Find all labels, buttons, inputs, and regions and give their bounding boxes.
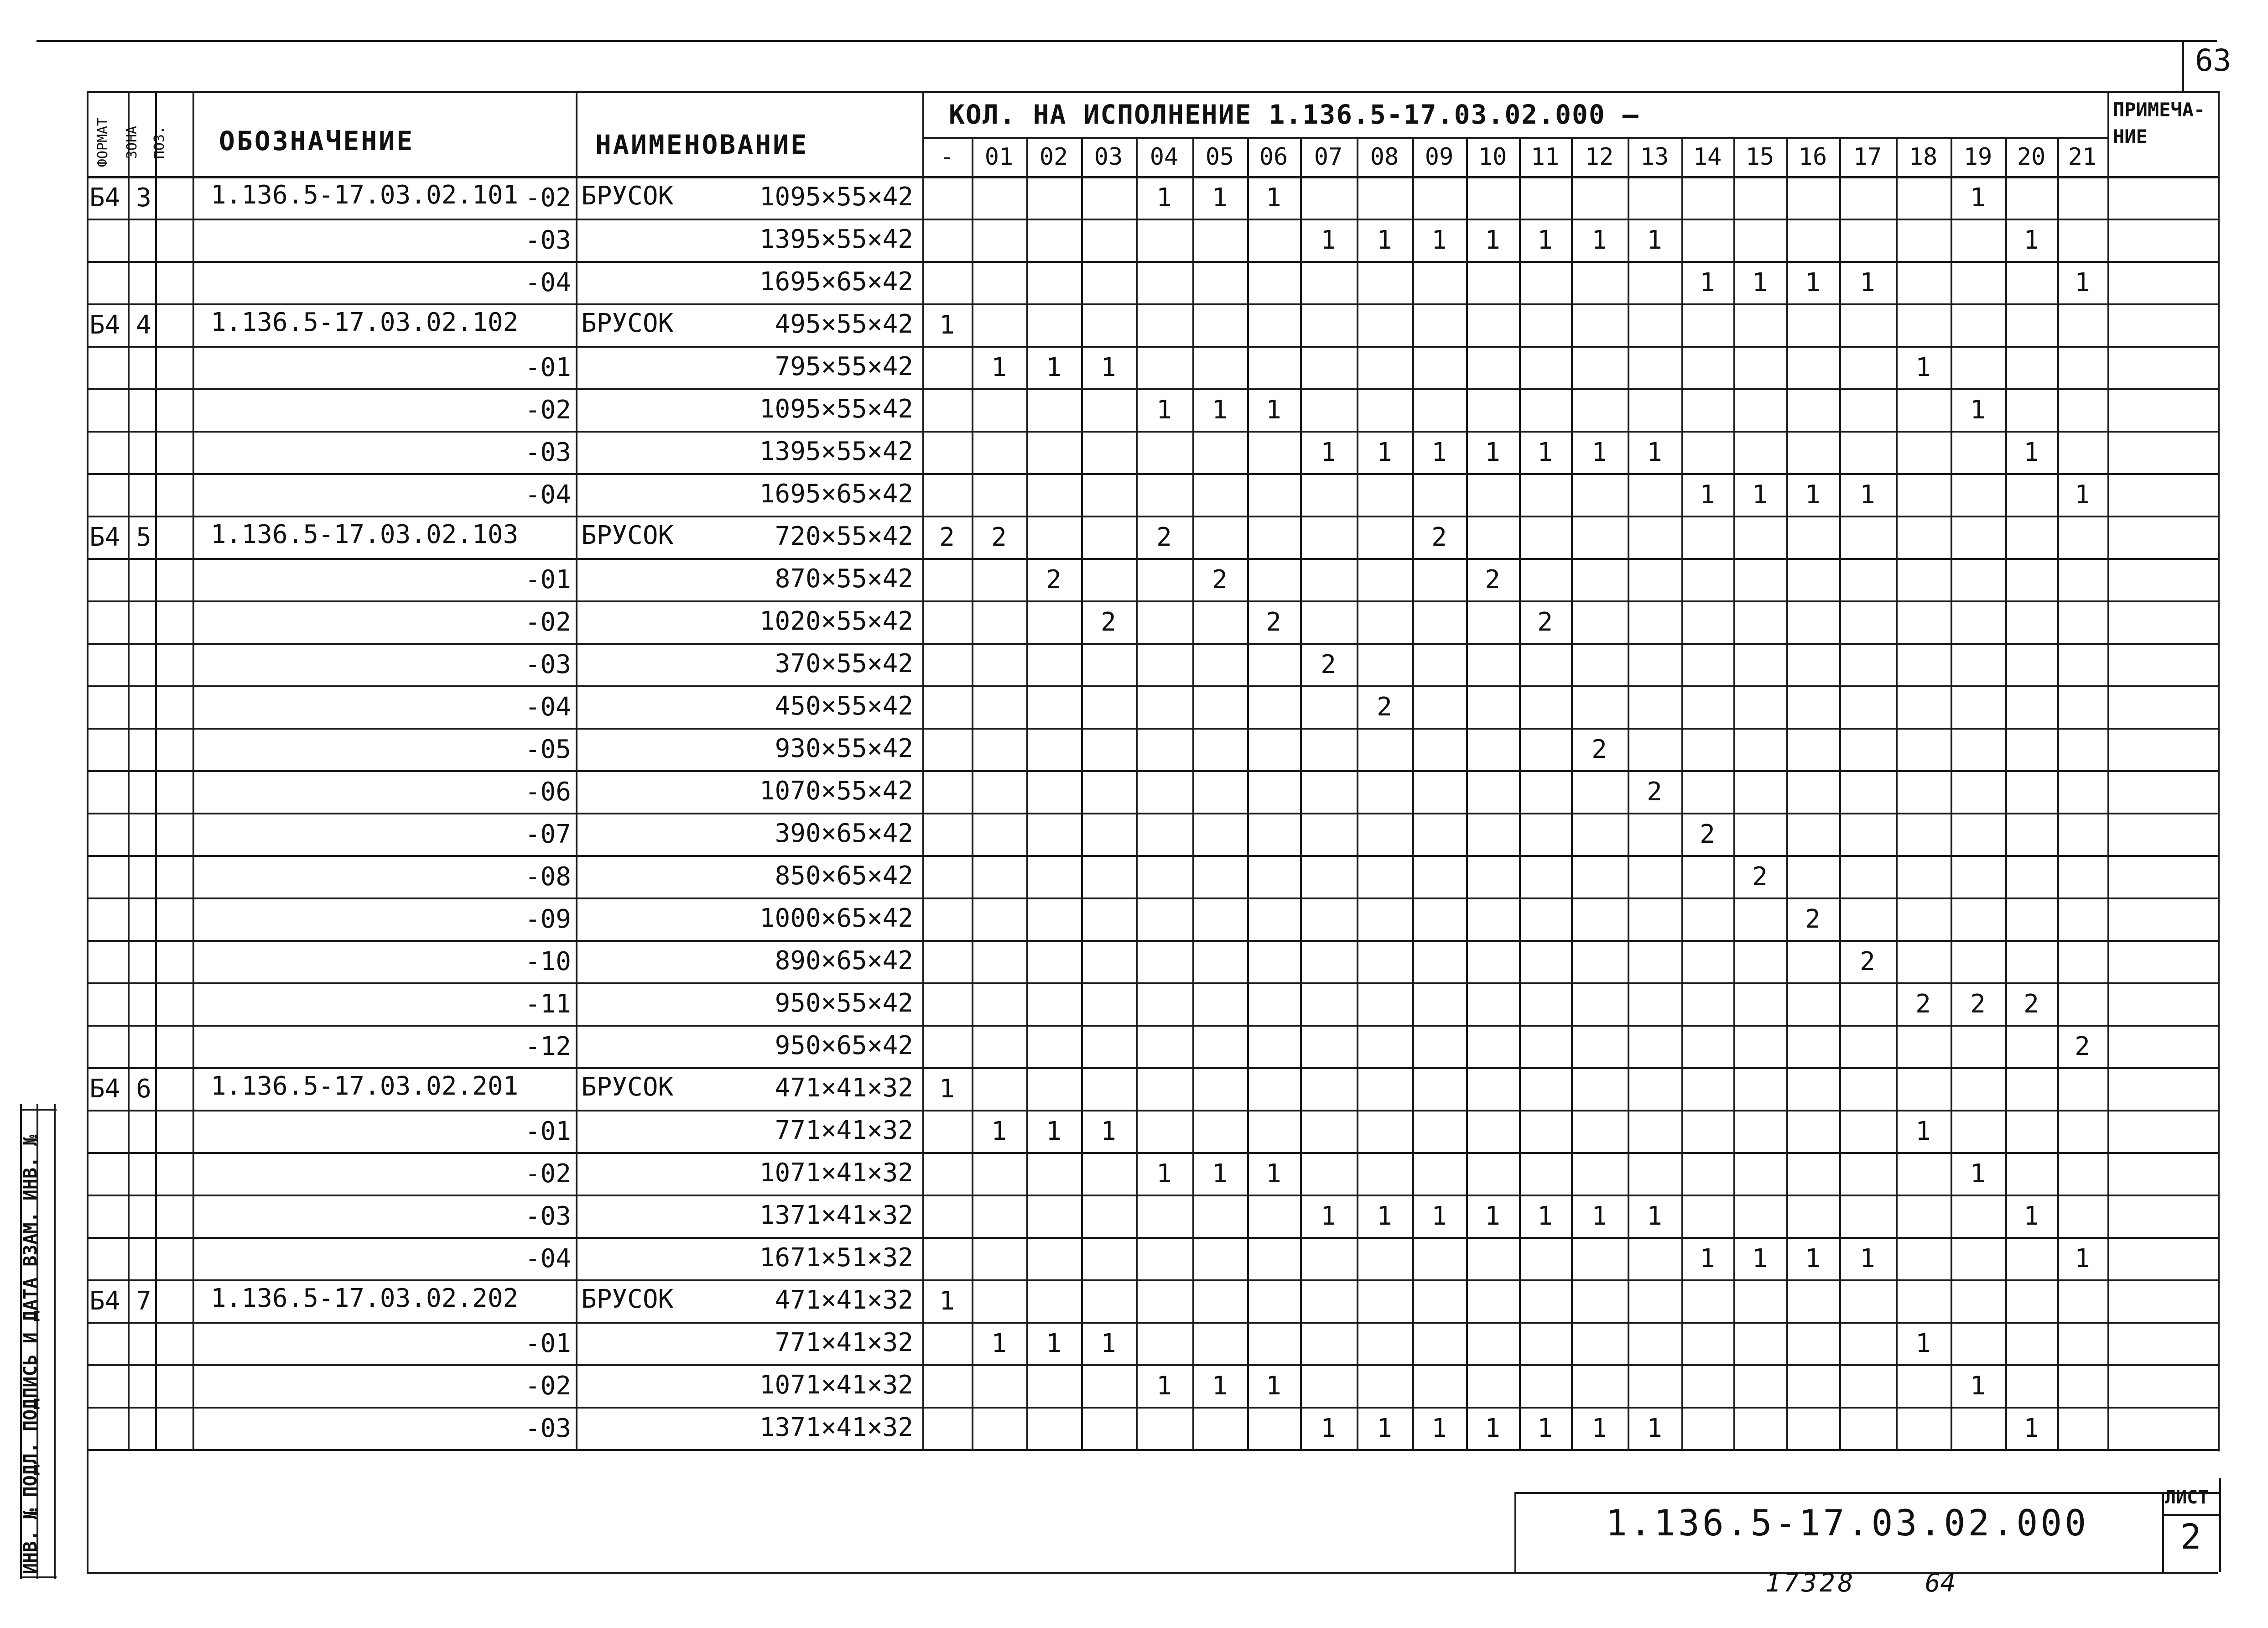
page-number-box bbox=[2182, 41, 2184, 92]
quantity-cell: 1 bbox=[1212, 183, 1228, 213]
position-cell: 7 bbox=[136, 1286, 151, 1316]
quantity-cell: 1 bbox=[991, 1329, 1007, 1358]
column-line bbox=[1466, 137, 1468, 1449]
quantity-cell: 1 bbox=[1647, 438, 1662, 467]
quantity-cell: 2 bbox=[1860, 947, 1875, 976]
sheet-box-mid bbox=[2162, 1514, 2219, 1516]
quantity-cell: 1 bbox=[1046, 1117, 1061, 1146]
position-cell: 3 bbox=[136, 183, 151, 213]
quantity-cell: 1 bbox=[1266, 183, 1281, 213]
size-cell: 1070×55×42 bbox=[759, 776, 913, 806]
row-line bbox=[87, 855, 2218, 857]
quantity-cell: 2 bbox=[1377, 692, 1392, 722]
size-cell: 950×55×42 bbox=[775, 988, 913, 1018]
quantity-cell: 1 bbox=[1970, 1371, 1986, 1401]
row-line bbox=[87, 1025, 2218, 1027]
quantity-cell: 2 bbox=[1266, 607, 1281, 637]
size-cell: 471×41×32 bbox=[775, 1285, 913, 1315]
designation-cell: 1.136.5-17.03.02.101 bbox=[211, 180, 519, 210]
header-qty-title: КОЛ. НА ИСПОЛНЕНИЕ 1.136.5-17.03.02.000 — bbox=[949, 99, 1639, 130]
size-cell: 1071×41×32 bbox=[759, 1370, 913, 1400]
quantity-cell: 1 bbox=[1647, 225, 1662, 255]
quantity-cell: 1 bbox=[1805, 480, 1821, 510]
quantity-cell: 1 bbox=[1212, 395, 1228, 425]
variant-column-header: 21 bbox=[2068, 143, 2097, 171]
quantity-cell: 2 bbox=[1752, 862, 1768, 892]
quantity-cell: 1 bbox=[1377, 438, 1392, 467]
quantity-cell: 1 bbox=[939, 1286, 955, 1316]
row-line bbox=[87, 982, 2218, 984]
designation-suffix: -11 bbox=[525, 989, 571, 1019]
variant-column-header: 01 bbox=[984, 143, 1014, 171]
designation-suffix: -04 bbox=[525, 268, 571, 297]
column-line bbox=[1081, 137, 1083, 1449]
quantity-cell: 1 bbox=[1321, 438, 1336, 467]
row-line bbox=[87, 388, 2218, 390]
format-cell: Б4 bbox=[89, 522, 120, 552]
header-name: НАИМЕНОВАНИЕ bbox=[595, 129, 809, 160]
header-format: ФОРМАТ bbox=[95, 117, 111, 167]
row-line bbox=[87, 303, 2218, 305]
designation-suffix: -12 bbox=[525, 1032, 571, 1061]
column-line bbox=[1247, 137, 1249, 1449]
variant-column-header: 17 bbox=[1853, 143, 1882, 171]
name-cell: БРУСОК bbox=[581, 181, 674, 211]
size-cell: 950×65×42 bbox=[775, 1031, 913, 1060]
quantity-cell: 1 bbox=[2024, 1414, 2039, 1443]
quantity-cell: 1 bbox=[1101, 1329, 1116, 1358]
designation-suffix: -04 bbox=[525, 1244, 571, 1273]
quantity-cell: 1 bbox=[1156, 183, 1172, 213]
quantity-cell: 1 bbox=[1377, 1414, 1392, 1443]
row-line bbox=[87, 643, 2218, 645]
variant-column-header: - bbox=[940, 143, 954, 171]
quantity-cell: 1 bbox=[1266, 1371, 1281, 1401]
size-cell: 1395×55×42 bbox=[759, 224, 913, 254]
quantity-cell: 1 bbox=[1485, 438, 1500, 467]
quantity-cell: 1 bbox=[1915, 353, 1931, 382]
row-line bbox=[87, 346, 2218, 348]
designation-suffix: -08 bbox=[525, 862, 571, 892]
quantity-cell: 1 bbox=[1592, 1201, 1607, 1231]
document-code: 1.136.5-17.03.02.000 bbox=[1606, 1503, 2089, 1544]
quantity-cell: 1 bbox=[1915, 1117, 1931, 1146]
format-cell: Б4 bbox=[89, 310, 120, 340]
quantity-cell: 1 bbox=[1752, 268, 1768, 297]
name-cell: БРУСОК bbox=[581, 1284, 674, 1314]
variant-column-header: 02 bbox=[1039, 143, 1068, 171]
format-cell: Б4 bbox=[89, 183, 120, 213]
quantity-cell: 2 bbox=[1431, 522, 1447, 552]
quantity-cell: 1 bbox=[1156, 1371, 1172, 1401]
quantity-cell: 1 bbox=[1752, 480, 1768, 510]
column-line bbox=[1357, 137, 1358, 1449]
variant-column-header: 12 bbox=[1585, 143, 1614, 171]
size-cell: 870×55×42 bbox=[775, 564, 913, 594]
designation-suffix: -03 bbox=[525, 1201, 571, 1231]
stamp-line bbox=[54, 1104, 56, 1579]
variant-column-header: 05 bbox=[1205, 143, 1234, 171]
designation-cell: 1.136.5-17.03.02.202 bbox=[211, 1284, 519, 1313]
quantity-cell: 1 bbox=[1212, 1159, 1228, 1189]
row-line bbox=[87, 516, 2218, 517]
designation-suffix: -03 bbox=[525, 225, 571, 255]
name-cell: БРУСОК bbox=[581, 521, 674, 550]
quantity-cell: 2 bbox=[2075, 1032, 2090, 1061]
quantity-cell: 1 bbox=[1321, 1201, 1336, 1231]
designation-suffix: -01 bbox=[525, 1329, 571, 1358]
size-cell: 771×41×32 bbox=[775, 1116, 913, 1145]
quantity-cell: 2 bbox=[1700, 819, 1715, 849]
size-cell: 1395×55×42 bbox=[759, 437, 913, 466]
title-block-left bbox=[1514, 1492, 1516, 1572]
page-ref: 64 bbox=[1925, 1568, 1956, 1598]
quantity-cell: 1 bbox=[2075, 480, 2090, 510]
column-line bbox=[1192, 137, 1194, 1449]
top-rule bbox=[36, 40, 2217, 42]
sheet-number: 2 bbox=[2180, 1516, 2201, 1557]
column-line bbox=[972, 137, 973, 1449]
row-line bbox=[87, 897, 2218, 899]
quantity-cell: 1 bbox=[1101, 1117, 1116, 1146]
quantity-cell: 1 bbox=[1537, 225, 1553, 255]
quantity-cell: 2 bbox=[1537, 607, 1553, 637]
quantity-cell: 1 bbox=[1592, 1414, 1607, 1443]
quantity-cell: 1 bbox=[1860, 1244, 1875, 1273]
designation-cell: 1.136.5-17.03.02.201 bbox=[211, 1071, 519, 1101]
size-cell: 495×55×42 bbox=[775, 309, 913, 339]
quantity-cell: 1 bbox=[1805, 1244, 1821, 1273]
column-line bbox=[1136, 137, 1138, 1449]
page-number: 63 bbox=[2195, 43, 2232, 78]
quantity-cell: 1 bbox=[1321, 1414, 1336, 1443]
quantity-cell: 2 bbox=[1101, 607, 1116, 637]
quantity-cell: 1 bbox=[2075, 1244, 2090, 1273]
quantity-cell: 1 bbox=[1970, 1159, 1986, 1189]
row-line bbox=[87, 473, 2218, 475]
quantity-cell: 1 bbox=[1647, 1201, 1662, 1231]
frame-top bbox=[87, 91, 2218, 93]
quantity-cell: 1 bbox=[991, 353, 1007, 382]
title-block-right bbox=[2219, 1478, 2221, 1572]
designation-suffix: -02 bbox=[525, 607, 571, 637]
quantity-cell: 1 bbox=[1266, 395, 1281, 425]
designation-suffix: -09 bbox=[525, 904, 571, 934]
frame-left bbox=[87, 91, 88, 1572]
quantity-cell: 1 bbox=[1537, 1201, 1553, 1231]
size-cell: 1695×65×42 bbox=[759, 267, 913, 297]
quantity-cell: 2 bbox=[1647, 777, 1662, 807]
size-cell: 890×65×42 bbox=[775, 946, 913, 976]
designation-suffix: -02 bbox=[525, 1371, 571, 1401]
header-note: ПРИМЕЧА- НИЕ bbox=[2113, 99, 2206, 148]
row-line bbox=[87, 813, 2218, 814]
quantity-cell: 1 bbox=[2075, 268, 2090, 297]
size-cell: 370×55×42 bbox=[775, 649, 913, 678]
row-line bbox=[87, 1449, 2218, 1451]
stamp-line bbox=[20, 1109, 57, 1111]
column-line bbox=[1026, 137, 1028, 1449]
column-line bbox=[2005, 137, 2007, 1449]
quantity-cell: 2 bbox=[1321, 650, 1336, 679]
variant-column-header: 11 bbox=[1530, 143, 1560, 171]
header-designation: ОБОЗНАЧЕНИЕ bbox=[219, 125, 415, 157]
sheet-box-left bbox=[2162, 1492, 2164, 1572]
side-stamp: ИНВ. № ПОДЛ. ПОДПИСЬ И ДАТА ВЗАМ. ИНВ. № bbox=[20, 1134, 41, 1574]
quantity-cell: 2 bbox=[939, 522, 955, 552]
quantity-cell: 2 bbox=[1485, 565, 1500, 595]
quantity-cell: 1 bbox=[1485, 1414, 1500, 1443]
format-cell: Б4 bbox=[89, 1074, 120, 1104]
variant-column-header: 13 bbox=[1640, 143, 1669, 171]
quantity-cell: 1 bbox=[1860, 268, 1875, 297]
size-cell: 1695×65×42 bbox=[759, 479, 913, 509]
size-cell: 471×41×32 bbox=[775, 1073, 913, 1103]
quantity-cell: 1 bbox=[1592, 225, 1607, 255]
row-line bbox=[87, 431, 2218, 433]
size-cell: 1095×55×42 bbox=[759, 182, 913, 212]
size-cell: 1371×41×32 bbox=[759, 1200, 913, 1230]
quantity-cell: 1 bbox=[991, 1117, 1007, 1146]
size-cell: 771×41×32 bbox=[775, 1328, 913, 1357]
designation-suffix: -01 bbox=[525, 353, 571, 382]
name-cell: БРУСОК bbox=[581, 1072, 674, 1102]
column-line bbox=[1412, 137, 1414, 1449]
size-cell: 1071×41×32 bbox=[759, 1158, 913, 1188]
designation-suffix: -03 bbox=[525, 438, 571, 467]
quantity-cell: 1 bbox=[2024, 1201, 2039, 1231]
designation-suffix: -01 bbox=[525, 565, 571, 595]
position-cell: 6 bbox=[136, 1074, 151, 1104]
quantity-cell: 2 bbox=[1805, 904, 1821, 934]
row-line bbox=[87, 728, 2218, 730]
designation-suffix: -03 bbox=[525, 650, 571, 679]
row-line bbox=[87, 558, 2218, 560]
column-line bbox=[1896, 137, 1898, 1449]
quantity-cell: 2 bbox=[1970, 989, 1986, 1019]
designation-suffix: -02 bbox=[525, 1159, 571, 1189]
row-line bbox=[87, 1110, 2218, 1111]
row-line bbox=[87, 219, 2218, 220]
row-line bbox=[87, 1237, 2218, 1239]
designation-suffix: -05 bbox=[525, 735, 571, 764]
format-cell: Б4 bbox=[89, 1286, 120, 1316]
frame-right bbox=[2218, 91, 2220, 1451]
size-cell: 720×55×42 bbox=[775, 522, 913, 551]
quantity-cell: 1 bbox=[939, 310, 955, 340]
row-line bbox=[87, 600, 2218, 602]
position-cell: 5 bbox=[136, 522, 151, 552]
variant-column-header: 20 bbox=[2017, 143, 2046, 171]
row-line bbox=[87, 685, 2218, 687]
quantity-cell: 2 bbox=[1212, 565, 1228, 595]
row-line bbox=[87, 1195, 2218, 1196]
variant-column-header: 15 bbox=[1745, 143, 1774, 171]
quantity-cell: 1 bbox=[1970, 395, 1986, 425]
sheet-label: ЛИСТ bbox=[2165, 1487, 2209, 1508]
row-line bbox=[87, 1152, 2218, 1154]
quantity-cell: 1 bbox=[939, 1074, 955, 1104]
quantity-cell: 2 bbox=[2024, 989, 2039, 1019]
frame-bottom bbox=[87, 1572, 2218, 1574]
designation-suffix: -01 bbox=[525, 1117, 571, 1146]
quantity-cell: 1 bbox=[1970, 183, 1986, 213]
designation-suffix: -06 bbox=[525, 777, 571, 807]
variant-column-header: 16 bbox=[1798, 143, 1827, 171]
quantity-cell: 1 bbox=[1156, 1159, 1172, 1189]
size-cell: 1371×41×32 bbox=[759, 1413, 913, 1442]
quantity-cell: 1 bbox=[1046, 1329, 1061, 1358]
designation-suffix: -02 bbox=[525, 183, 571, 213]
quantity-cell: 1 bbox=[1485, 1201, 1500, 1231]
size-cell: 1000×65×42 bbox=[759, 903, 913, 933]
designation-suffix: -03 bbox=[525, 1414, 571, 1443]
header-zone: ЗОНА bbox=[124, 125, 140, 159]
designation-suffix: -10 bbox=[525, 947, 571, 976]
quantity-cell: 1 bbox=[1752, 1244, 1768, 1273]
designation-suffix: -07 bbox=[525, 819, 571, 849]
variant-column-header: 18 bbox=[1909, 143, 1938, 171]
quantity-cell: 1 bbox=[1321, 225, 1336, 255]
quantity-cell: 1 bbox=[1266, 1159, 1281, 1189]
quantity-cell: 1 bbox=[1431, 1414, 1447, 1443]
size-cell: 850×65×42 bbox=[775, 861, 913, 891]
quantity-cell: 1 bbox=[1156, 395, 1172, 425]
designation-suffix: -02 bbox=[525, 395, 571, 425]
quantity-cell: 1 bbox=[1647, 1414, 1662, 1443]
variant-column-header: 06 bbox=[1259, 143, 1288, 171]
variant-column-header: 14 bbox=[1693, 143, 1722, 171]
designation-cell: 1.136.5-17.03.02.103 bbox=[211, 520, 519, 549]
stamp-line bbox=[20, 1576, 57, 1578]
quantity-cell: 1 bbox=[1377, 225, 1392, 255]
designation-suffix: -04 bbox=[525, 692, 571, 722]
row-line bbox=[87, 1322, 2218, 1324]
row-line bbox=[87, 1364, 2218, 1366]
quantity-cell: 1 bbox=[1805, 268, 1821, 297]
row-line bbox=[87, 1067, 2218, 1069]
title-block-top bbox=[1514, 1492, 2219, 1494]
quantity-cell: 1 bbox=[1592, 438, 1607, 467]
size-cell: 795×55×42 bbox=[775, 352, 913, 381]
row-line bbox=[87, 261, 2218, 263]
quantity-cell: 1 bbox=[1431, 1201, 1447, 1231]
column-line bbox=[1951, 137, 1952, 1449]
name-cell: БРУСОК bbox=[581, 308, 674, 338]
quantity-cell: 1 bbox=[1377, 1201, 1392, 1231]
quantity-cell: 1 bbox=[1700, 268, 1715, 297]
quantity-cell: 1 bbox=[1046, 353, 1061, 382]
row-line bbox=[87, 1407, 2218, 1409]
column-line bbox=[1300, 137, 1302, 1449]
quantity-cell: 1 bbox=[1431, 438, 1447, 467]
quantity-cell: 1 bbox=[2024, 225, 2039, 255]
row-line bbox=[87, 770, 2218, 772]
size-cell: 1095×55×42 bbox=[759, 394, 913, 424]
variant-column-header: 07 bbox=[1314, 143, 1343, 171]
variant-column-header: 03 bbox=[1094, 143, 1123, 171]
column-line bbox=[1519, 137, 1521, 1449]
variant-column-header: 19 bbox=[1963, 143, 1992, 171]
designation-suffix: -04 bbox=[525, 480, 571, 510]
header-mid bbox=[922, 137, 2107, 139]
column-line bbox=[1571, 137, 1573, 1449]
quantity-cell: 2 bbox=[1156, 522, 1172, 552]
quantity-cell: 1 bbox=[1212, 1371, 1228, 1401]
archive-number: 17328 bbox=[1765, 1568, 1856, 1598]
designation-cell: 1.136.5-17.03.02.102 bbox=[211, 308, 519, 337]
position-cell: 4 bbox=[136, 310, 151, 340]
quantity-cell: 1 bbox=[1537, 438, 1553, 467]
quantity-cell: 1 bbox=[1915, 1329, 1931, 1358]
variant-column-header: 04 bbox=[1150, 143, 1179, 171]
quantity-cell: 1 bbox=[1700, 1244, 1715, 1273]
variant-column-header: 10 bbox=[1478, 143, 1507, 171]
quantity-cell: 1 bbox=[1431, 225, 1447, 255]
quantity-cell: 1 bbox=[1537, 1414, 1553, 1443]
quantity-cell: 2 bbox=[991, 522, 1007, 552]
variant-column-header: 09 bbox=[1425, 143, 1454, 171]
quantity-cell: 2 bbox=[1915, 989, 1931, 1019]
quantity-cell: 1 bbox=[1485, 225, 1500, 255]
size-cell: 450×55×42 bbox=[775, 691, 913, 721]
header-bottom bbox=[87, 176, 2218, 178]
variant-column-header: 08 bbox=[1370, 143, 1399, 171]
quantity-cell: 2 bbox=[1046, 565, 1061, 595]
quantity-cell: 2 bbox=[1592, 735, 1607, 764]
size-cell: 1020×55×42 bbox=[759, 606, 913, 636]
header-pos: ПОЗ. bbox=[151, 125, 167, 159]
size-cell: 1671×51×32 bbox=[759, 1243, 913, 1273]
quantity-cell: 1 bbox=[1860, 480, 1875, 510]
quantity-cell: 1 bbox=[2024, 438, 2039, 467]
row-line bbox=[87, 1279, 2218, 1281]
row-line bbox=[87, 940, 2218, 942]
quantity-cell: 1 bbox=[1700, 480, 1715, 510]
size-cell: 930×55×42 bbox=[775, 734, 913, 763]
size-cell: 390×65×42 bbox=[775, 819, 913, 848]
quantity-cell: 1 bbox=[1101, 353, 1116, 382]
